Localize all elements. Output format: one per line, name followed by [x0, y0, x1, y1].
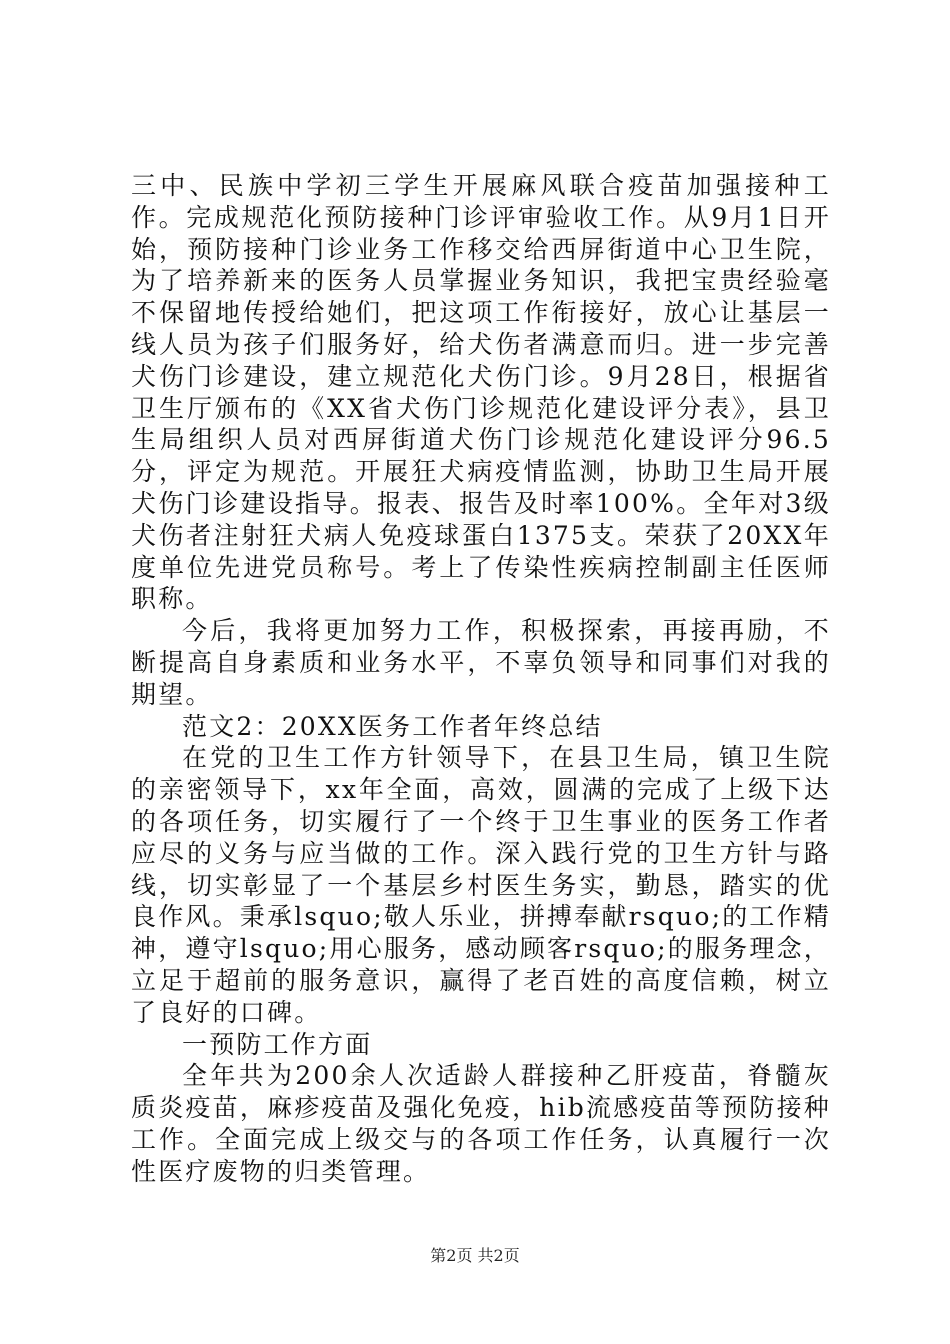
- paragraph-continued: 三中、民族中学初三学生开展麻风联合疫苗加强接种工作。完成规范化预防接种门诊评审验收工作。从9月1日开始，预防接种门诊业务工作移交给西屏街道中心卫生院，为了培养新来的医务人员掌握业务知识，我把宝贵经验毫不保留地传授给她们，把这项工作衔接好，放心让基层一线人员为孩子们服务好，给犬伤者满意而归。进一步完善犬伤门诊建设，建立规范化犬伤门诊。9月28日，根据省卫生厅颁布的《XX省犬伤门诊规范化建设评分表》，县卫生局组织人员对西屏街道犬伤门诊规范化建设评分96.5分，评定为规范。开展狂犬病疫情监测，协助卫生局开展犬伤门诊建设指导。报表、报告及时率100%。全年对3级犬伤者注射狂犬病人免疫球蛋白1375支。荣获了20XX年度单位先进党员称号。考上了传染性疾病控制副主任医师职称。: [131, 171, 831, 614]
- section-heading-sample-2: 范文2：20XX医务工作者年终总结: [182, 711, 603, 741]
- paragraph-prevention: 全年共为200余人次适龄人群接种乙肝疫苗，脊髓灰质炎疫苗，麻疹疫苗及强化免疫，hib流感疫苗等预防接种工作。全面完成上级交与的各项工作任务，认真履行一次性医疗废物的归类管理。: [131, 1061, 831, 1186]
- paragraph-intro: 在党的卫生工作方针领导下，在县卫生局，镇卫生院的亲密领导下，xx年全面，高效，圆满的完成了上级下达的各项任务，切实履行了一个终于卫生事业的医务工作者应尽的义务与应当做的工作。深入践行党的卫生方针与路线，切实彰显了一个基层乡村医生务实，勤恳，踏实的优良作风。秉承lsquo;敬人乐业，拼搏奉献rsquo;的工作精神，遵守lsquo;用心服务，感动顾客rsquo;的服务理念，立足于超前的服务意识，赢得了老百姓的高度信赖，树立了良好的口碑。: [131, 743, 831, 1027]
- page-number-footer: 第2页 共2页: [430, 1246, 520, 1265]
- section-heading-prevention: 一预防工作方面: [182, 1029, 373, 1059]
- document-body: [131, 170, 831, 1188]
- paragraph-outlook: 今后，我将更加努力工作，积极探索，再接再励，不断提高自身素质和业务水平，不辜负领导和同事们对我的期望。: [131, 616, 831, 709]
